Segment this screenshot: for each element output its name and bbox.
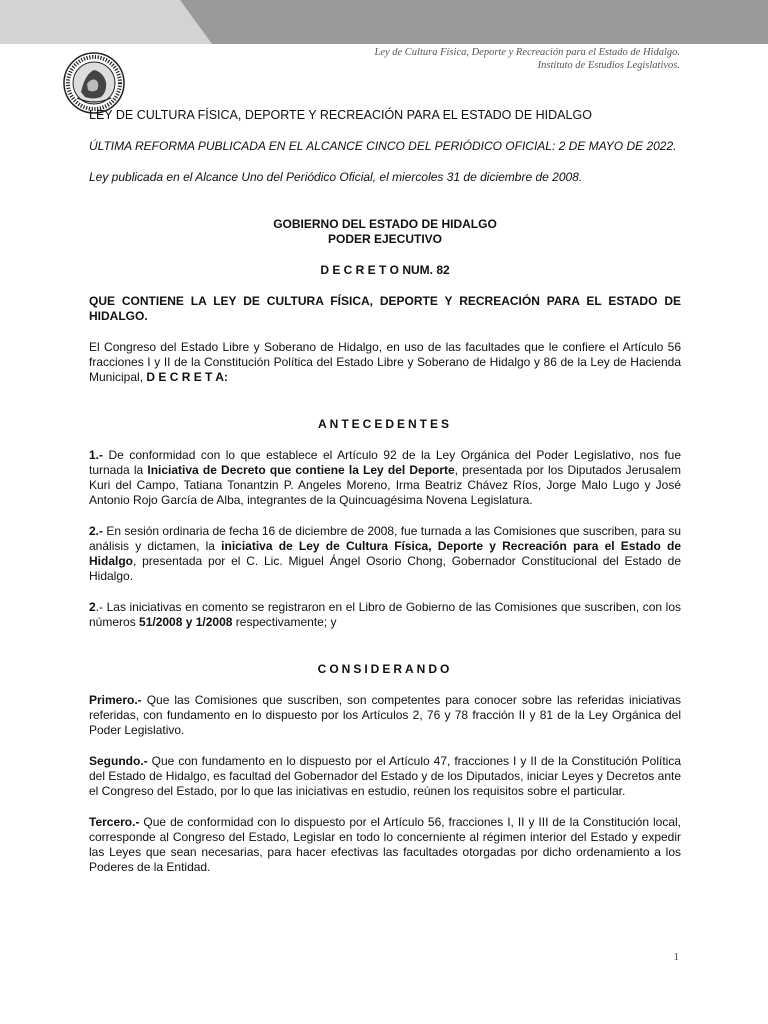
antecedente-bold-text: Iniciativa de Decreto que contiene la Ley del Deporte [147,463,455,477]
government-heading: GOBIERNO DEL ESTADO DE HIDALGO [273,217,497,231]
decree-number: D E C R E T O NUM. 82 [320,263,450,277]
antecedente-text: , presentada por el C. Lic. Miguel Ángel Osorio Chong, Gobernador Constitucional del Estado de Hidalgo. [89,554,681,583]
considerando-number: Segundo.- [89,754,148,768]
decree-title: QUE CONTIENE LA LEY DE CULTURA FÍSICA, DEPORTE Y RECREACIÓN PARA EL ESTADO DE HIDALGO. [89,294,681,323]
antecedente-bold-text: iniciativa de Ley de Cultura Física, Deporte y Recreación para el Estado de Hidalgo [89,539,681,568]
antecedentes-list [89,448,681,630]
considerando-paragraph [89,693,681,738]
decree-intro-decreta: D E C R E T A: [146,370,228,384]
document-body [89,108,681,891]
law-title: LEY DE CULTURA FÍSICA, DEPORTE Y RECREACIÓN PARA EL ESTADO DE HIDALGO [89,108,592,122]
running-header [374,46,680,72]
antecedente-text: , presentada por los Diputados Jerusalem Kuri del Campo, Tatiana Tonantzin P. Angeles Moreno, Irma Beatriz Chávez Ríos, Jorge Malo Lugo y José Antonio Rojo García de Alba, integrantes de la Quincuagésima Novena Legislatura. [89,463,681,507]
last-reform-note: ÚLTIMA REFORMA PUBLICADA EN EL ALCANCE CINCO DEL PERIÓDICO OFICIAL: 2 DE MAYO DE 2022. [89,139,677,153]
antecedente-text: En sesión ordinaria de fecha 16 de diciembre de 2008, fue turnada a las Comisiones que suscriben, para su análisis y dictamen, la [89,524,681,553]
antecedente-bold-text: 51/2008 y 1/2008 [139,615,233,629]
antecedente-number: 2.- [89,524,104,538]
running-header-line1: Ley de Cultura Física, Deporte y Recreación para el Estado de Hidalgo. [374,47,680,58]
decree-intro [89,340,681,385]
header-band-accent [0,0,212,44]
antecedente-text: De conformidad con lo que establece el Artículo 92 de la Ley Orgánica del Poder Legislativo, nos fue turnada la [89,448,681,477]
considerando-paragraph [89,754,681,799]
executive-heading: PODER EJECUTIVO [327,232,443,246]
considerando-text: Que las Comisiones que suscriben, son competentes para conocer sobre las referidas iniciativas referidas, con fundamento en lo dispuesto por los Artículos 2, 76 y 78 fracción II y 81 de la Ley Orgánica del Poder Legislativo. [89,693,681,737]
running-header-line2: Instituto de Estudios Legislativos. [537,60,680,71]
considerando-number: Tercero.- [89,815,140,829]
antecedentes-heading: ANTECEDENTES [317,417,452,431]
antecedente-number: 2 [89,600,96,614]
considerando-text: Que con fundamento en lo dispuesto por el Artículo 47, fracciones I y II de la Constitución Política del Estado de Hidalgo, es facultad del Gobernador del Estado y de los Diputados, iniciar Leyes y Decretos ante el Congreso del Estado, por lo que las iniciativas en estudio, reúnen los requisitos sobre el particular. [89,754,681,798]
considerando-number: Primero.- [89,693,142,707]
decree-intro-text: El Congreso del Estado Libre y Soberano de Hidalgo, en uso de las facultades que le confiere el Artículo 56 fracciones I y II de la Constitución Política del Estado Libre y Soberano de Hidalgo y 86 de la Ley de Hacienda Municipal, [89,340,681,384]
considerando-heading: CONSIDERANDO [317,662,453,676]
antecedente-paragraph [89,448,681,508]
considerando-text: Que de conformidad con lo dispuesto por el Artículo 56, fracciones I, II y III de la Constitución local, corresponde al Congreso del Estado, Legislar en todo lo concerniente al régimen interior del Estado y expedir las Leyes que sean necesarias, para hacer efectivas las facultades otorgadas por dicho ordenamiento a los Poderes de la Entidad. [89,815,681,874]
page-number: 1 [673,951,679,963]
publication-note: Ley publicada en el Alcance Uno del Periódico Oficial, el miercoles 31 de diciembre de 2008. [89,170,583,184]
considerando-paragraph [89,815,681,875]
antecedente-paragraph [89,524,681,584]
congress-seal-icon [63,52,125,114]
antecedente-number: 1.- [89,448,104,462]
considerandos-list [89,693,681,875]
antecedente-paragraph [89,600,681,630]
antecedente-text: .- Las iniciativas en comento se registraron en el Libro de Gobierno de las Comisiones que suscriben, con los números [89,600,681,629]
antecedente-text: respectivamente; y [232,615,337,629]
